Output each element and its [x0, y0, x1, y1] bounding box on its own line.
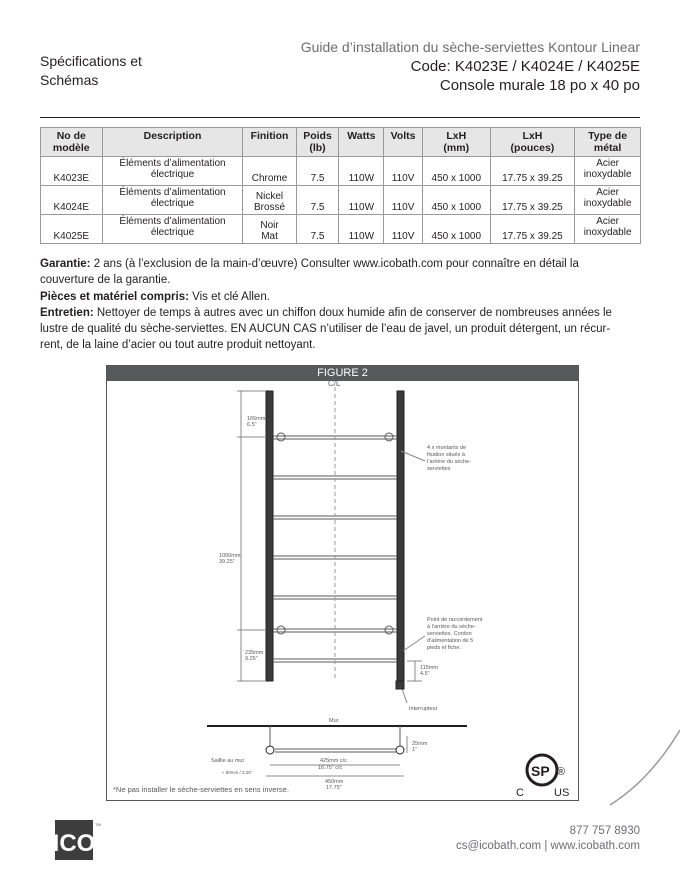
svg-text:C: C	[516, 787, 524, 799]
col-watts: Watts	[339, 128, 384, 157]
right-upright	[397, 391, 404, 681]
dim-1000-mm: 1000mm	[219, 553, 241, 559]
warranty-text-2: couverture de la garantie.	[40, 274, 171, 286]
dim-25-mm: 25mm	[412, 741, 428, 747]
figure-2	[106, 365, 579, 801]
mount-point	[385, 626, 393, 634]
note-mounts-3: l’arrière du sèche-	[427, 459, 472, 465]
note-connection-4: d’alimentation de 5	[427, 638, 474, 644]
warranty-label: Garantie:	[40, 258, 91, 270]
section-title-line2: Schémas	[40, 72, 99, 88]
switch-box	[396, 681, 404, 689]
dim-cc-mm: 425mm c/c	[320, 758, 347, 764]
note-mounts-2: fixation situés à	[427, 452, 465, 458]
svg-text:ICO: ICO	[52, 830, 96, 857]
towel-warmer-diagram	[107, 381, 578, 800]
care-label: Entretien:	[40, 307, 94, 319]
decorative-curve	[610, 730, 680, 810]
warranty-text-1: 2 ans (à l’exclusion de la main-d’œuvre) Consulter www.icobath.com pour connaître en détail la	[90, 258, 579, 270]
col-lxh-mm: LxH (mm)	[422, 128, 490, 157]
ico-logo	[52, 820, 101, 867]
col-finish: Finition	[243, 128, 296, 157]
figure-title: FIGURE 2	[107, 366, 578, 381]
col-lxh-in: LxH (pouces)	[490, 128, 575, 157]
svg-text:TM: TM	[95, 822, 101, 827]
cl-label: C/L	[328, 379, 341, 388]
care-text-3: rent, de la laine d’acier ou tout autre produit nettoyant.	[40, 339, 316, 351]
ico-logo-mark	[52, 820, 101, 862]
spec-table-header	[41, 128, 641, 157]
switch-label: Interrupteur	[409, 706, 438, 712]
product-size: Console murale 18 po x 40 po	[439, 77, 640, 94]
section-title	[40, 52, 210, 90]
left-upright	[266, 391, 273, 681]
dim-450-in: 17.75"	[326, 785, 342, 791]
phone-number: 877 757 8930	[569, 825, 640, 837]
product-code: Code: K4023E / K4024E / K4025E	[410, 58, 640, 75]
col-model: No de modèle	[41, 128, 103, 157]
col-weight: Poids (lb)	[296, 128, 339, 157]
parts-label: Pièces et matériel compris:	[40, 291, 189, 303]
svg-text:SP: SP	[531, 763, 550, 779]
parts-paragraph	[40, 289, 640, 305]
dim-165-mm: 165mm	[247, 416, 266, 422]
contact-links: cs@icobath.com | www.icobath.com	[455, 840, 640, 852]
note-mounts-4: serviettes	[427, 466, 451, 472]
col-metal: Type de métal	[575, 128, 641, 157]
col-description: Description	[102, 128, 243, 157]
dim-235-in: 9.25"	[245, 656, 258, 662]
care-paragraph	[40, 305, 640, 353]
leader-mounts	[401, 451, 425, 461]
document-header	[301, 38, 640, 95]
care-text-2: lustre de qualité du sèche-serviettes. EN AUCUN CAS n’utiliser de l’eau de javel, un produit détergent, un récur-	[40, 323, 611, 335]
dim-165-in: 6.5"	[247, 422, 257, 428]
mount-point	[277, 433, 285, 441]
table-row: K4025E Éléments d’alimentation électrique Noir Mat 7.5 110W 110V 450 x 1000 17.75 x 39.25 Acier inoxydable	[41, 215, 641, 244]
col-volts: Volts	[384, 128, 423, 157]
warranty-paragraph	[40, 256, 640, 288]
top-view-post-right	[396, 746, 404, 754]
note-mounts-1: 4 x montants de	[427, 445, 467, 451]
note-connection-3: serviettes. Cordon	[427, 631, 472, 637]
dim-115-in: 4.5"	[420, 671, 430, 677]
spec-table	[40, 127, 641, 244]
dim-25-in: 1"	[412, 747, 418, 753]
mount-point	[385, 433, 393, 441]
dim-235-mm: 235mm	[245, 650, 264, 656]
note-connection-1: Point de raccordement	[427, 617, 483, 623]
projection-dim: ≈ 80mm / 3.25"	[222, 770, 253, 775]
guide-title: Guide d’installation du sèche-serviettes Kontour Linear	[300, 39, 640, 55]
table-row: K4024E Éléments d’alimentation électrique Nickel Brossé 7.5 110W 110V 450 x 1000 17.75 x 39.25 Acier inoxydable	[41, 186, 641, 215]
dim-115-mm: 115mm	[420, 665, 438, 671]
top-view-post-left	[266, 746, 274, 754]
wall-label: Mur	[329, 718, 339, 724]
dim-1000-in: 39.25"	[219, 559, 235, 565]
svg-text:®: ®	[557, 766, 566, 778]
note-connection-5: pieds et fiche.	[427, 645, 461, 651]
projection-label: Saillie au mur	[211, 758, 245, 764]
csa-certification-mark	[516, 755, 569, 799]
svg-text:US: US	[554, 787, 570, 799]
care-text-1: Nettoyer de temps à autres avec un chiffon doux humide afin de conserver de nombreuses années le	[93, 307, 612, 319]
footer-contact	[456, 824, 640, 854]
table-row: K4023E Éléments d’alimentation électrique Chrome 7.5 110W 110V 450 x 1000 17.75 x 39.25 Acier inoxydable	[41, 157, 641, 186]
section-title-line1: Spécifications et	[40, 53, 142, 69]
leader-connection	[403, 636, 425, 651]
header-divider	[40, 117, 640, 118]
mount-point	[277, 626, 285, 634]
dim-cc-in: 16.75" c/c	[318, 765, 343, 771]
dim-450-mm: 450mm	[325, 779, 344, 785]
note-connection-2: à l’arrière du sèche-	[427, 624, 476, 630]
parts-text: Vis et clé Allen.	[188, 291, 270, 303]
figure-footnote: *Ne pas installer le sèche-serviettes en sens inverse.	[113, 785, 289, 794]
